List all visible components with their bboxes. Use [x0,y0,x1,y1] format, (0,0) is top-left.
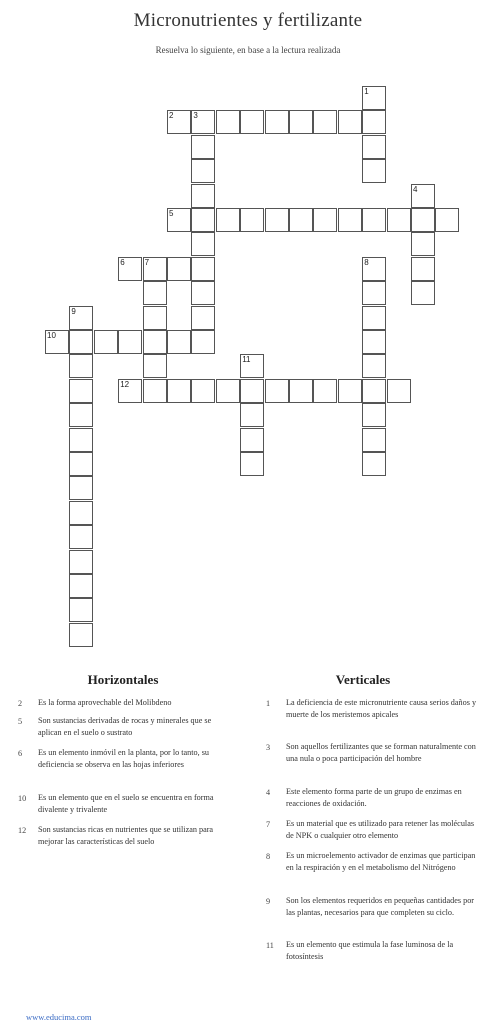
clue-text: Son sustancias ricas en nutrientes que se utilizan para mejorar las características del suelo [38,825,214,846]
grid-cell[interactable] [265,208,289,232]
grid-cell[interactable] [338,208,362,232]
clue-number-label: 3 [193,111,198,121]
clue-across-5 [18,715,228,741]
grid-cell[interactable] [69,379,93,403]
grid-cell[interactable] [411,232,435,256]
grid-cell[interactable] [362,403,386,427]
grid-cell[interactable] [143,379,167,403]
grid-cell[interactable] [313,208,337,232]
clue-number: 4 [266,788,271,797]
clue-down-4 [266,786,478,812]
grid-cell[interactable] [362,306,386,330]
clue-number-label: 12 [120,379,130,389]
grid-cell[interactable] [118,330,142,354]
grid-cell[interactable] [69,428,93,452]
page-subtitle: Resuelva lo siguiente, en base a la lectura realizada [155,45,341,55]
clue-text: Este elemento forma parte de un grupo de enzimas en reacciones de oxidación. [286,787,462,808]
clue-text: Son los elementos requeridos en pequeñas cantidades por las plantas, necesarios para que completen su ciclo. [286,896,475,917]
clue-number-label: 9 [71,306,76,316]
clue-number: 8 [266,852,271,861]
grid-cell[interactable] [387,208,411,232]
clue-down-11 [266,939,478,965]
clue-down-1 [266,697,478,735]
grid-cell[interactable] [411,257,435,281]
grid-cell[interactable] [362,452,386,476]
page-title: Micronutrientes y fertilizante [133,10,363,31]
grid-cell[interactable] [362,330,386,354]
clue-number: 7 [266,820,271,829]
grid-cell[interactable] [240,208,264,232]
grid-cell[interactable] [362,159,386,183]
grid-cell[interactable] [240,379,264,403]
grid-cell[interactable] [362,135,386,159]
grid-cell[interactable] [362,354,386,378]
clue-across-2 [18,697,228,711]
grid-cell[interactable] [94,330,118,354]
clue-number: 6 [18,749,23,758]
grid-cell[interactable] [411,208,435,232]
grid-cell[interactable] [265,379,289,403]
horizontal-heading: Horizontales [87,672,159,687]
clue-down-7 [266,818,478,844]
grid-cell[interactable] [240,403,264,427]
clue-text: La deficiencia de este micronutriente causa serios daños y muerte de los meristemos apicales [286,698,477,719]
grid-cell[interactable] [69,550,93,574]
grid-cell[interactable] [69,452,93,476]
grid-cell[interactable] [240,428,264,452]
clue-text: Son sustancias derivadas de rocas y minerales que se aplican en el suelo o sustrato [38,716,212,737]
grid-cell[interactable] [143,281,167,305]
grid-cell[interactable] [240,452,264,476]
grid-cell[interactable] [362,281,386,305]
clue-number: 3 [266,743,271,752]
grid-cell[interactable] [69,623,93,647]
clue-text: Es un elemento inmóvil en la planta, por lo tanto, su deficiencia se observa en las hojas inferiores [38,748,209,769]
grid-cell[interactable] [191,379,215,403]
grid-cell[interactable] [191,330,215,354]
clue-number-label: 7 [144,257,150,267]
vertical-heading: Verticales [335,672,391,687]
grid-cell[interactable] [216,379,240,403]
grid-cell[interactable] [191,159,215,183]
grid-cell[interactable] [191,208,215,232]
grid-cell[interactable] [191,184,215,208]
clue-across-10 [18,792,228,818]
grid-cell[interactable] [338,379,362,403]
grid-cell[interactable] [167,257,191,281]
clue-across-12 [18,824,228,862]
clue-text: Es un material que es utilizado para retener las moléculas de NPK o cualquier otro elemento [286,819,475,840]
grid-cell[interactable] [362,428,386,452]
grid-cell[interactable] [240,110,264,134]
grid-cell[interactable] [143,306,167,330]
clue-number: 11 [266,941,274,950]
clue-text: Es un microelemento activador de enzimas que participan en la respiración y en el metabolismo del Nitrógeno [286,851,476,872]
grid-cell[interactable] [69,330,93,354]
grid-cell[interactable] [289,110,313,134]
clue-across-6 [18,747,228,785]
clue-number: 1 [266,699,271,708]
grid-cell[interactable] [362,110,386,134]
clue-number: 5 [18,717,23,726]
clue-number-label: 11 [242,355,251,365]
clue-number: 10 [18,794,27,803]
clue-number-label: 10 [47,331,56,340]
footer-link[interactable]: www.educima.com [26,1012,92,1022]
grid-cell[interactable] [191,135,215,159]
grid-cell[interactable] [143,330,167,354]
grid-cell[interactable] [289,208,313,232]
clue-number: 12 [18,826,27,835]
grid-cell[interactable] [69,574,93,598]
grid-cell[interactable] [313,379,337,403]
grid-cell[interactable] [69,525,93,549]
grid-cell[interactable] [69,403,93,427]
grid-cell[interactable] [191,257,215,281]
clue-number-label: 8 [364,257,369,267]
clue-text: Es un elemento que estimula la fase luminosa de la fotosíntesis [286,940,454,961]
grid-cell[interactable] [69,476,93,500]
grid-cell[interactable] [69,354,93,378]
grid-cell[interactable] [313,110,337,134]
clue-text: Es la forma aprovechable del Molibdeno [38,698,172,707]
clue-number-label: 1 [364,87,369,96]
clue-down-9 [266,895,478,933]
clue-text: Son aquellos fertilizantes que se forman naturalmente con una nula o poca participación del hombre [286,742,476,763]
clue-number-label: 6 [120,257,125,267]
grid-cell[interactable] [216,110,240,134]
clue-down-3 [266,741,478,779]
grid-cell[interactable] [216,208,240,232]
grid-cell[interactable] [69,598,93,622]
grid-cell[interactable] [289,379,313,403]
grid-cell[interactable] [362,379,386,403]
clue-text: Es un elemento que en el suelo se encuentra en forma divalente y trivalente [38,793,214,814]
clue-number-label: 2 [169,111,174,121]
grid-cell[interactable] [69,501,93,525]
grid-cell[interactable] [167,330,191,354]
grid-cell[interactable] [191,306,215,330]
grid-cell[interactable] [191,232,215,256]
clue-number-label: 5 [169,209,174,218]
grid-cell[interactable] [362,208,386,232]
grid-cell[interactable] [167,379,191,403]
clue-down-8 [266,850,478,888]
clue-number-label: 4 [413,184,418,194]
grid-cell[interactable] [338,110,362,134]
grid-cell[interactable] [387,379,411,403]
clue-number: 2 [18,699,23,708]
grid-cell[interactable] [411,281,435,305]
clue-number: 9 [266,897,271,906]
grid-cell[interactable] [265,110,289,134]
grid-cell[interactable] [143,354,167,378]
grid-cell[interactable] [435,208,459,232]
grid-cell[interactable] [191,281,215,305]
